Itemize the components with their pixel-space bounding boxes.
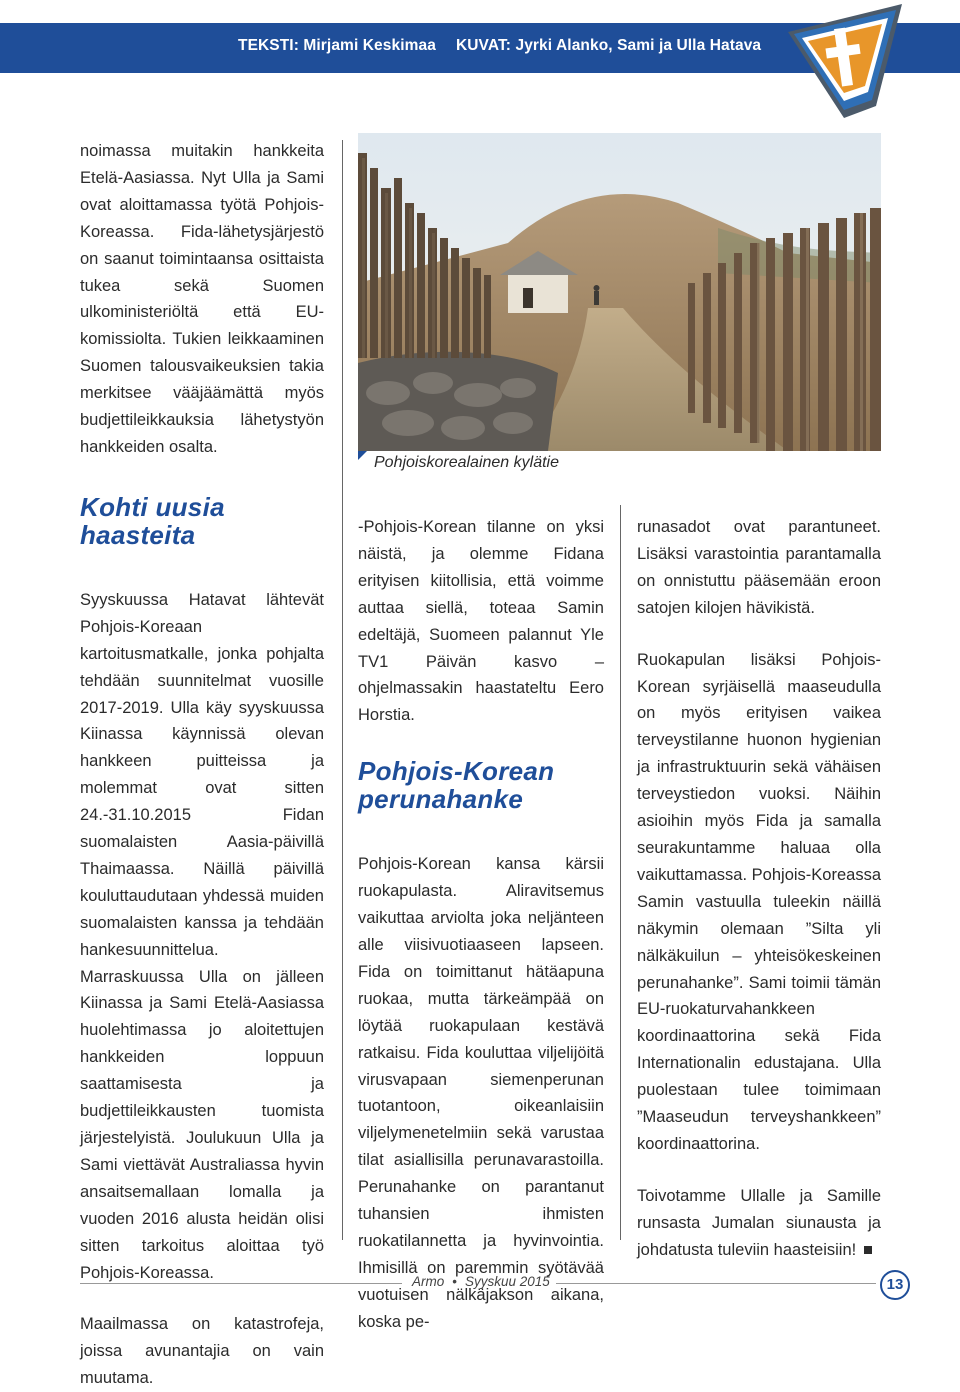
caption-marker — [358, 451, 367, 460]
text-credit: TEKSTI: Mirjami Keskimaa — [238, 37, 436, 54]
closing-text: Toivotamme Ullalle ja Samille runsasta Jumalan siunausta ja johdatusta tuleviin haasteisiin! — [637, 1186, 881, 1259]
column-1 — [80, 138, 324, 1392]
issue-date: Syyskuu 2015 — [465, 1274, 550, 1289]
page-number: 13 — [880, 1270, 910, 1300]
village-road-photo — [358, 133, 881, 451]
body-paragraph: Pohjois-Korean kansa kärsii ruokapulasta. Aliravitsemus vaikuttaa arviolta joka neljänteen alle viisivuotiaaseen lapseen. Fida on toimittanut hätäapuna ruokaa, mutta tärkeämpää on löytää ruokapulaan kestävä ratkaisu. Fida kouluttaa viljelijöitä virusvapaan siemenperunan tuotantoon, oikeanlaisiin viljelymenetelmiin sekä varustaa tilat asiallisilla perunavarastoilla. Perunahanke on parantanut tuhansien ihmisten ruokatilannetta ja hyvinvointia. Ihmisillä on paremmin syötävää vuotuisen nälkäjakson aikana, koska pe- — [358, 855, 604, 1331]
body-paragraph-closing — [637, 1183, 881, 1264]
column-divider-left — [342, 140, 343, 1240]
footer-rule-left — [80, 1283, 402, 1284]
magazine-name: Armo — [412, 1274, 445, 1289]
section-heading-kohti-uusia-haasteita: Kohti uusia haasteita — [80, 491, 225, 550]
column-3 — [637, 514, 881, 1264]
body-paragraph: Ruokapulan lisäksi Pohjois-Korean syrjäisellä maaseudulla on myös erityisen vaikea terveystilanne huonon hygienian ja infrastruktuurin sekä vähäisen terveystiedon vuoksi. Näihin asioihin myös Fida ja samalla seurakuntamme haluaa olla vaikuttamassa. Pohjois-Koreassa Samin vastuulla tuleekin näillä näkymin olemaan ”Silta yli nälkäkuilun – yhteisökeskeinen perunahanke”. Sami toimii tämän EU-ruokaturvahankkeen koordinaattorina sekä Fida Internationalin edustajana. Ulla puolestaan tulee toimimaan ”Maaseudun terveyshankkeen” koordinaattorina. — [637, 650, 881, 1153]
header-credits — [238, 37, 761, 55]
photo-caption: Pohjoiskorealainen kylätie — [374, 454, 559, 471]
body-paragraph: Syyskuussa Hatavat lähtevät Pohjois-Koreaan kartoitusmatkalle, jonka pohjalta tehdään suunnitelmat vuosille 2017-2019. Ulla käy syyskuussa Kiinassa käynnissä olevan hankkeen puitteissa ja molemmat ovat sitten 24.-31.10.2015 Fidan suomalaisten Aasia-päivillä Thaimaassa. Näillä päivillä kouluttaudutaan yhdessä muiden suomalaisten kanssa ja tehdään hankesuunnittelua. Marraskuussa Ulla on jälleen Kiinassa ja Sami Etelä-Aasiassa huolehtimassa jo aloitettujen hankkeiden loppuun saattamisesta ja budjettileikkausten tuomista järjestelyistä. Joulukuun Ulla ja Sami viettävät Australiassa hyvin ansaitsemallaan lomalla ja vuoden 2016 alusta heidän olisi sitten tarkoitus aloittaa työ Pohjois-Koreassa. — [80, 590, 324, 1282]
column-divider-right — [620, 505, 621, 1240]
column-2 — [358, 514, 604, 1336]
footer-rule-right — [556, 1283, 876, 1284]
body-paragraph: -Pohjois-Korean tilanne on yksi näistä, ja olemme Fidana erityisen kiitollisia, että voimme auttaa siellä, toteaa Samin edeltäjä, Suomeen palannut Yle TV1 Päivän kasvo –ohjelmassakin haastateltu Eero Horstia. — [358, 518, 604, 725]
separator-dot: • — [452, 1274, 457, 1289]
body-paragraph: Maailmassa on katastrofeja, joissa avunantajia on vain muutama. — [80, 1315, 324, 1388]
section-heading-perunahanke: Pohjois-Korean perunahanke — [358, 756, 555, 815]
body-paragraph: noimassa muitakin hankkeita Etelä-Aasiassa. Nyt Ulla ja Sami ovat aloittamassa työtä Pohjois-Koreassa. Fida-lähetysjärjestö on saanut toimintaansa osittaista tukea sekä Suomen ulkoministeriöltä että EU-komissiolta. Tukien leikkaaminen Suomen talousvaikeuksien takia merkitsee vääjäämättä myös budjettileikkauksia lähetystyön hankkeiden osalta. — [80, 142, 324, 456]
cross-shield-icon — [780, 2, 910, 120]
body-paragraph: runasadot ovat parantuneet. Lisäksi varastointia parantamalla on onnistuttu pääsemään eroon satojen kilojen hävikistä. — [637, 518, 881, 617]
photo-credit: KUVAT: Jyrki Alanko, Sami ja Ulla Hatava — [455, 37, 762, 54]
footer-text — [412, 1274, 550, 1289]
end-of-article-mark — [864, 1246, 872, 1254]
